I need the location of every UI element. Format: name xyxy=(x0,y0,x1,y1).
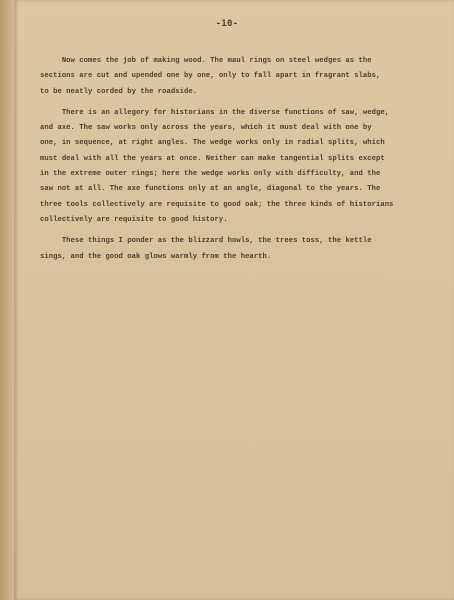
text-line: three tools collectively are requisite to good oak; the three kinds of historians xyxy=(40,200,394,209)
paragraph-3 xyxy=(40,234,440,265)
text-line: must deal with all the years at once. Neither can make tangential splits except xyxy=(40,154,385,163)
text-line: Now comes the job of making wood. The maul rings on steel wedges as the xyxy=(40,57,372,65)
text-line: to be neatly corded by the roadside. xyxy=(40,87,198,96)
paragraph-1 xyxy=(40,54,440,100)
text-line: There is an allegory for historians in the diverse functions of saw, wedge, xyxy=(40,108,390,117)
paragraph-2 xyxy=(40,106,440,228)
text-line: one, in sequence, at right angles. The wedge works only in radial splits, which xyxy=(40,139,385,148)
text-line: saw not at all. The axe functions only at an angle, diagonal to the years. The xyxy=(40,185,381,194)
text-line: sings, and the good oak glows warmly from the hearth. xyxy=(40,252,272,261)
body-text xyxy=(40,54,440,265)
binding-gutter xyxy=(0,0,14,600)
text-line: collectively are requisite to good history. xyxy=(40,215,228,224)
page-number: -10- xyxy=(215,19,239,29)
text-line: These things I ponder as the blizzard howls, the trees toss, the kettle xyxy=(40,237,372,246)
text-line: sections are cut and upended one by one, only to fall apart in fragrant slabs, xyxy=(40,72,381,81)
text-line: in the extreme outer rings; here the wedge works only with difficulty, and the xyxy=(40,170,381,179)
text-line: and axe. The saw works only across the years, which it must deal with one by xyxy=(40,124,372,133)
